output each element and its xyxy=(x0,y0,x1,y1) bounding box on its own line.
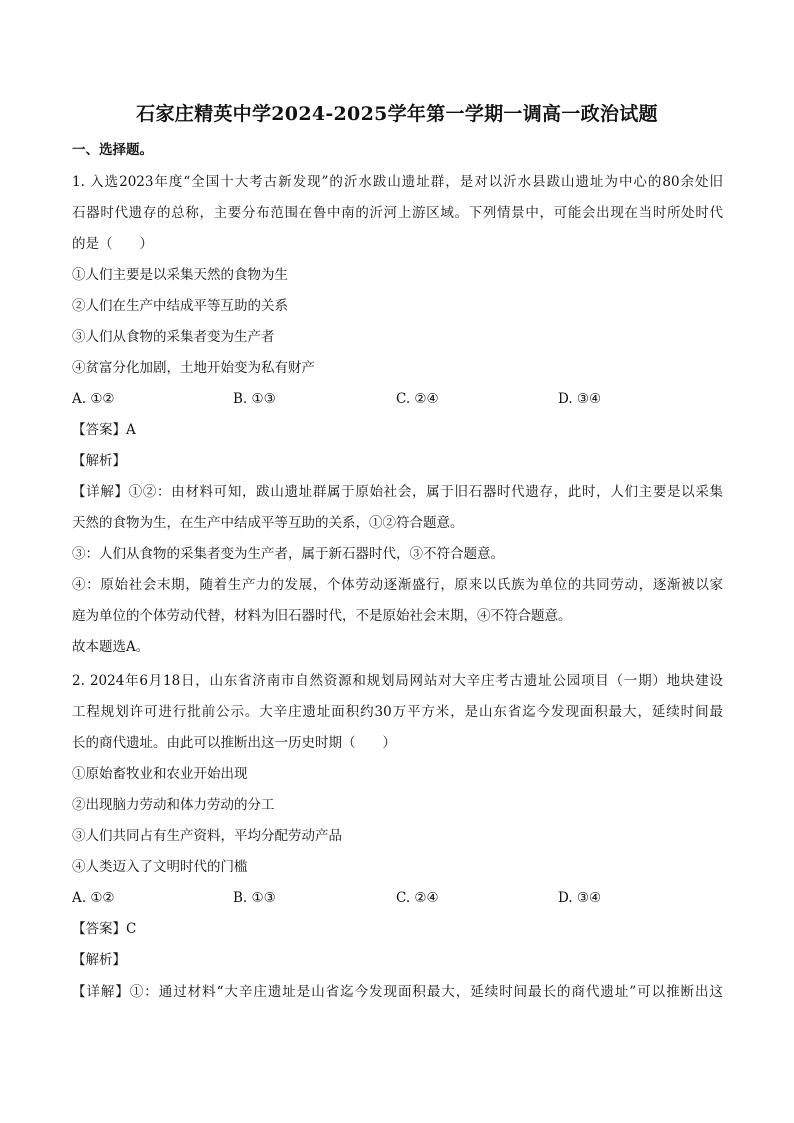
q1-option-d: D. ③④ xyxy=(558,391,602,407)
q2-item: ④人类迈入了文明时代的门槛 xyxy=(72,859,248,875)
q1-analysis-label: 【解析】 xyxy=(72,453,126,469)
q2-analysis-label: 【解析】 xyxy=(72,952,126,968)
q2-option-c: C. ②④ xyxy=(396,890,439,906)
q2-option-b: B. ①③ xyxy=(233,890,276,906)
q2-item: ①原始畜牧业和农业开始出现 xyxy=(72,766,248,782)
q1-option-b: B. ①③ xyxy=(233,391,276,407)
q1-option-a: A. ①② xyxy=(72,391,115,407)
section-heading: 一、选择题。 xyxy=(72,142,153,158)
q2-detail-line: 【详解】①：通过材料“大辛庄遗址是山省迄今发现面积最大，延续时间最长的商代遗址”可以推断出这 xyxy=(72,984,723,1000)
q1-item: ①人们主要是以采集天然的食物为生 xyxy=(72,267,288,283)
q1-stem-line: 的是（ ） xyxy=(72,236,153,252)
q1-detail-line: 庭为单位的个体劳动代替，材料为旧石器时代，不是原始社会末期，④不符合题意。 xyxy=(72,608,572,624)
q1-option-c: C. ②④ xyxy=(396,391,439,407)
q2-answer: 【答案】C xyxy=(72,921,137,937)
q1-detail-line: 故本题选A。 xyxy=(72,639,150,655)
q1-stem-line: 石器时代遗存的总称，主要分布范围在鲁中南的沂河上游区域。下列情景中，可能会出现在当时所处时代 xyxy=(72,205,723,221)
q1-detail-line: ④：原始社会末期，随着生产力的发展，个体劳动逐渐盛行，原来以氏族为单位的共同劳动，逐渐被以家 xyxy=(72,577,723,593)
q1-item: ④贫富分化加剧，土地开始变为私有财产 xyxy=(72,360,315,376)
q1-detail-line: 天然的食物为生，在生产中结成平等互助的关系，①②符合题意。 xyxy=(72,515,464,531)
q2-option-d: D. ③④ xyxy=(558,890,602,906)
q2-item: ③人们共同占有生产资料，平均分配劳动产品 xyxy=(72,828,342,844)
q1-item: ②人们在生产中结成平等互助的关系 xyxy=(72,298,288,314)
q1-detail-line: ③：人们从食物的采集者变为生产者，属于新石器时代，③不符合题意。 xyxy=(72,546,504,562)
q2-stem-line: 长的商代遗址。由此可以推断出这一历史时期（ ） xyxy=(72,735,396,751)
q1-detail-line: 【详解】①②：由材料可知，跋山遗址群属于原始社会，属于旧石器时代遗存，此时，人们主要是以采集 xyxy=(72,484,723,500)
q1-answer: 【答案】A xyxy=(72,422,136,438)
q2-item: ②出现脑力劳动和体力劳动的分工 xyxy=(72,797,275,813)
q1-stem-line: 1. 入选2023年度“全国十大考古新发现”的沂水跋山遗址群，是对以沂水县跋山遗址为中心的80余处旧 xyxy=(72,174,723,190)
q2-stem-line: 工程规划许可进行批前公示。大辛庄遗址面积约30万平方米，是山东省迄今发现面积最大，延续时间最 xyxy=(72,704,723,720)
q2-option-a: A. ①② xyxy=(72,890,115,906)
page-title: 石家庄精英中学2024-2025学年第一学期一调高一政治试题 xyxy=(136,103,658,125)
q1-item: ③人们从食物的采集者变为生产者 xyxy=(72,329,275,345)
q2-stem-line: 2. 2024年6月18日，山东省济南市自然资源和规划局网站对大辛庄考古遗址公园项目（一期）地块建设 xyxy=(72,673,723,689)
